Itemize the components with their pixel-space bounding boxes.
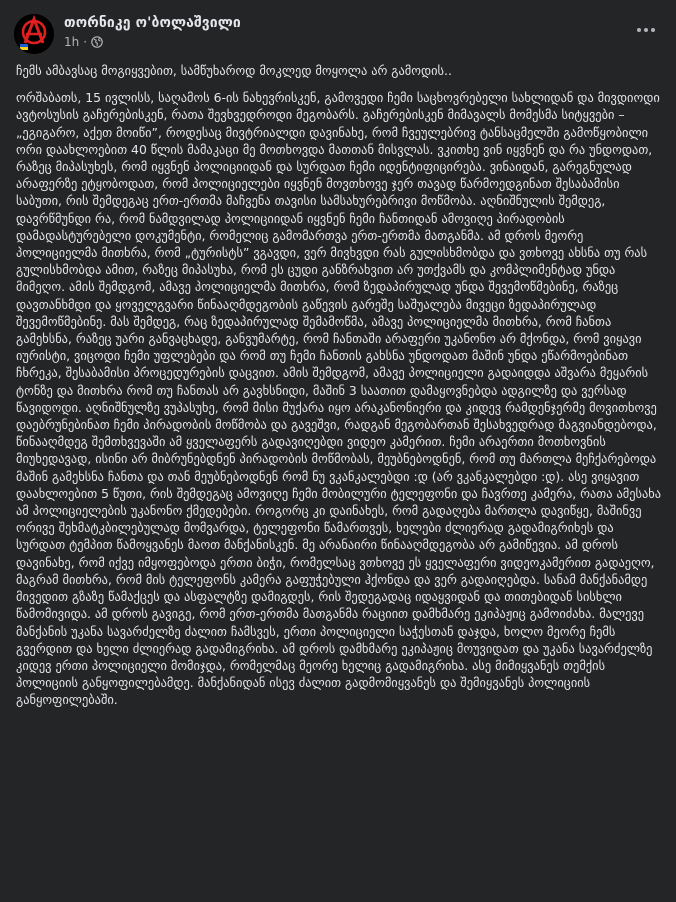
more-options-button[interactable] (632, 22, 660, 42)
post-time[interactable]: 1h (64, 35, 80, 49)
post-header (14, 14, 662, 54)
more-dots-icon (636, 27, 656, 33)
post-content (16, 62, 662, 709)
post-body: ორშაბათს, 15 ივლისს, საღამოს 6-ის ნახევრისკენ, გამოვედი ჩემი საცხოვრებელი სახლიდან და მივდიოდი ავტოსუსის გაჩერებისკენ, რათა შევხვედროდი მეგობარს. გაჩერებისკენ მიმავალს მომესმა სიტყვები – „ეგიგარო, აქეთ მოიწი”, როდესაც მივტრიალდი დავინახე, რომ ჩვეულებრივ ტანსაცმელში გამოწყობილი ორი დაახლოებით 40 წლის მამაკაცი მე მოთხოვდა მათთან მისვლას. ვკითხე ვინ იყვნენ და რა უნდოდათ, რაზეც მიპასუხეს, რომ იყვნენ პოლიციიდან და სურდათ ჩემი იდენტიფიცირება. ვინაიდან, გარეგნულად არაფერზე ეტყობოდათ, რომ პოლიციელები იყვნენ მოვთხოვე ჯერ თავად წარმოედგინათ შესაბამისი საბუთი, რის შემდეგაც ერთ-ერთმა მაჩვენა თავისი სამსახურებრივი მოწმობა. აღნიშნულის შემდეგ, დავრწმუნდი რა, რომ ნამდვილად პოლიციიდან იყვნენ ჩემი ჩანთიდან ამოვიღე პირადობის დამადასტურებელი დოკუმენტი, რომელიც გამომართვა ერთ-ერთმა მათგანმა. ამ დროს მეორე პოლიციელმა მითხრა, რომ „ტურისტს” ვგავდი, ვერ მივხვდი რას გულისხმობდა და ვთხოვე ახსნა თუ რას გულისხმობდა ამით, რაზეც მიპასუხა, რომ ეს ცუდი განზრახვით არ უთქვამს და კომპლიმენტად უნდა მიმეღო. ამის შემდგომ, ამავე პოლიციელმა მითხრა, რომ ზედაპირულად უნდა შევემოწმებინე, რაზეც დავთანხმდი და ყოველგვარი წინააღმდეგობის გაწევის გარეშე საშუალება მივეცი ზედაპირულად შევემოწმებინე. მას შემდეგ, რაც ზედაპირულად შემამოწმა, ამავე პოლიციელმა მითხრა, რომ ჩანთა გამეხსნა, რაზეც უარი განვაცხადე, განვუმარტე, რომ ჩანთაში არაფერი უკანონო არ მქონდა, რომ ვიყავი იურისტი, ვიცოდი ჩემი უფლებები და რომ თუ ჩემი ჩანთის გახსნა უნდოდათ მაშინ უნდა ეწარმოებინათ ჩხრეკა, შესაბამისი პროცედურების დაცვით. ამის შემდგომ, ამავე პოლიციელი გადაიდდა აშვარა მეყარის ტონზე და მითხრა რომ თუ ჩანთას არ გავხსნიდი, მაშინ 3 საათით დამაყოვნებდა ადგილზე და ვერსად წავიდოდი. აღნიშნულზე ვუპასუხე, რომ მისი მუქარა იყო არაკანონიერი და კიდევ რამდენჯერმე მოვითხოვე დაებრუნებინათ ჩემი პირადობის მოწმობა და გავეშვი, რადგან მეგობართან შესახვედრად მაგვიანდებოდა, წინააღმდეგ შემთხვევაში ამ ყველაფერს გადავიღებდი ვიდეო კამერით. ჩემი არაერთი მოთხოვნის მიუხედავად, ისინი არ მიბრუნებდნენ პირადობის მოწმობას, მეუბნებოდნენ, რომ თუ მართლა მეჩქარებოდა მაშინ გამეხსნა ჩანთა და თან მეუბნებოდნენ რომ ნუ ვკანკალებდი :დ (არ ვკანკალებდი :დ). ასე ვიყავით დაახლოებით 5 წუთი, რის შემდეგაც ამოვიღე ჩემი მობილური ტელეფონი და ჩავრთე კამერა, რათა ამესახა ამ პოლიციელების უკანონო ქმედებები. როგორც კი დაინახეს, რომ გადაღება მართლა დავიწყე, მაშინვე ორივე შეხმატკბილებულად მომვარდა, ტელეფონი წამართვეს, ხელები ძლიერად გადამიგრიხეს და სურდათ ტემპით წამოყვანეს მაოთ მანქანისკენ. მე არანაირი წინააღმდეგობა არ გამიწევია. ამ დროს დავინახე, რომ იქვე იმყოფებოდა ერთი ბიჭი, რომელსაც ვთხოვე ეს ყველაფერი ვიდეოკამერით გადაეღო, მაგრამ მითხრა, რომ მის ტელეფონს კამერა გაფუჭებული ჰქონდა და ვერ გადაიღებდა. სანამ მანქანამდე მივედით გზაზე წამაქცეს და ასფალტზე დამიგდეს, რის შედეგადაც იდაყვიდან და თითებიდან სისხლი წამომივიდა. ამ დროს გავიგე, რომ ერთ-ერთმა მათგანმა რაციით დამხმარე ეკიპაჟიც გამოიძახა. მალევე მანქანის უკანა სავარძელზე ძალით ჩამსვეს, ერთი პოლიციელი საჭესთან დაჯდა, ხოლო მეორე ჩემს გვერდით და ხელი ძლიერად გადამიგრიხა. ამ დროს დამხმარე ეკიპაჟიც მოუვიდათ და უკანა სავარძელზე კიდევ ერთი პოლიციელი მომიჯდა, რომელმაც მეორე ხელიც გადამიგრიხა. ასე მიმიყვანეს თემქის პოლიციის განყოფილებამდე. მანქანიდან ისევ ძალით გადმომიყვანეს და შემიყვანეს პოლიციის განყოფილებაში. (16, 90, 662, 708)
post-meta (64, 35, 103, 49)
globe-icon[interactable] (91, 36, 103, 48)
meta-separator: · (83, 35, 88, 49)
post-intro: ჩემს ამბავსაც მოგიყვებით, სამწუხაროდ მოკლედ მოყოლა არ გამოდის.. (16, 63, 452, 78)
author-name[interactable]: თორნიკე ო'ბოლაშვილი (64, 15, 241, 31)
avatar[interactable] (14, 14, 54, 54)
anarchy-logo-icon (14, 14, 54, 54)
